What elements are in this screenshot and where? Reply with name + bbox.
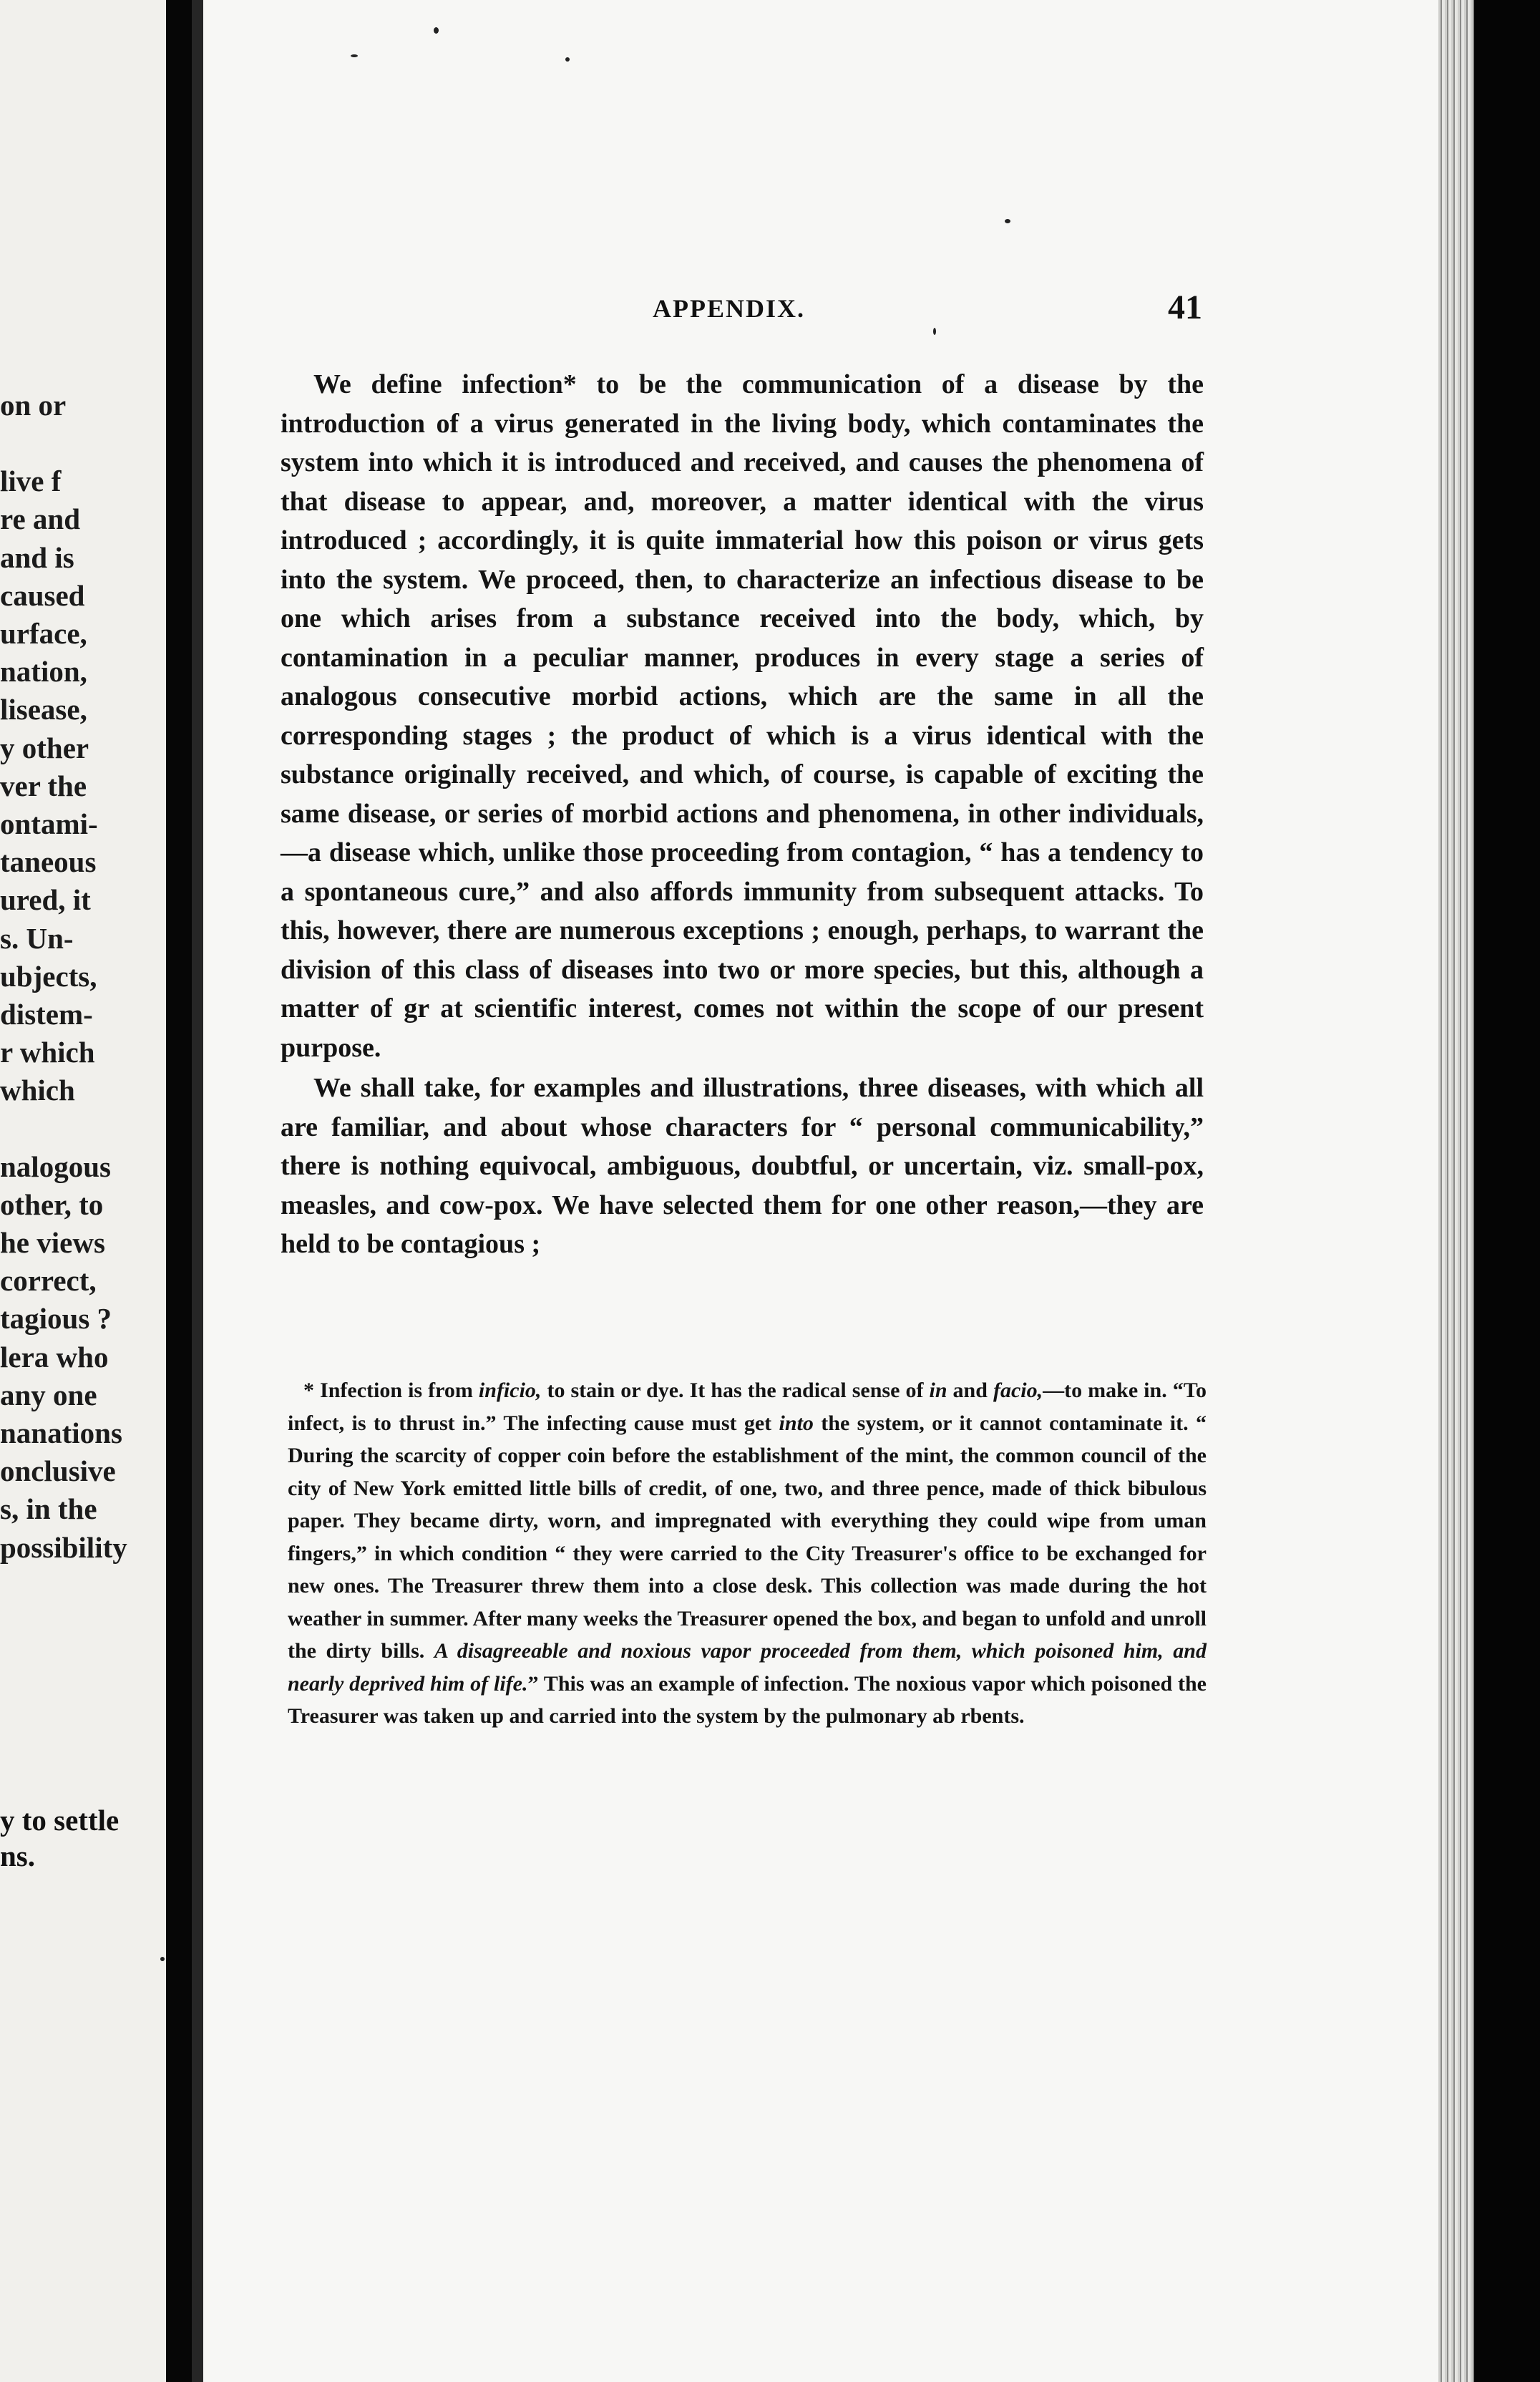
footnote-italic: in xyxy=(929,1379,947,1402)
facing-line: ver the xyxy=(0,769,87,802)
scan-border xyxy=(1474,0,1540,2382)
running-head: APPENDIX. xyxy=(653,294,805,323)
footnote-text: and xyxy=(947,1379,993,1402)
facing-line: y to settle xyxy=(0,1804,120,1837)
facing-line: nation, xyxy=(0,655,87,689)
body-text xyxy=(281,365,1204,1264)
facing-page-left xyxy=(0,0,166,2382)
paragraph-examples: We shall take, for examples and illustrations, three diseases, with which all are familiar, and about whose characters for “ personal communicability,” there is nothing equivocal, ambiguous, doubtful, or uncertain, viz. small-pox, measles, and cow-pox. We have selected them for one other reason,—they are held to be contagious ; xyxy=(281,1073,1204,1259)
facing-line: nalogous xyxy=(0,1149,111,1183)
facing-line: taneous xyxy=(0,845,97,879)
facing-line: onclusive xyxy=(0,1454,116,1488)
ink-speck xyxy=(1005,219,1010,223)
facing-line: nanations xyxy=(0,1416,122,1450)
footnote xyxy=(288,1374,1207,1733)
facing-line: possibility xyxy=(0,1530,127,1564)
footnote-paragraph xyxy=(288,1374,1207,1733)
paragraph-infection-definition: We define infection* to be the communication of a disease by the introduction of a virus generated in the living body, which contaminates the system into which it is introduced and received, and causes the phenomena of that disease to appear, and, moreover, a matter identical with the virus introduced ; accordingly, it is quite immaterial how this poison or virus gets into the system. We proceed, then, to characterize an infectious disease to be one which arises from a substance received into the body, which, by contamination in a peculiar manner, produces in every stage a series of analogous consecutive morbid actions, which are the same in all the corresponding stages ; the product of which is a virus identical with the substance originally received, and which, of course, is capable of exciting the same disease, or series of morbid actions and phenomena, in other individuals,—a disease which, unlike those proceeding from contagion, “ has a tendency to a spontaneous cure,” and also affords immunity from subsequent attacks. To this, however, there are numerous exceptions ; enough, perhaps, to warrant the division of this class of diseases into two or more species, but this, although a matter of gr at scientific interest, comes not within the scope of our present purpose. xyxy=(281,369,1204,1063)
footnote-italic: facio, xyxy=(993,1379,1043,1402)
ink-speck xyxy=(434,27,439,34)
footnote-text: the system, or it cannot contaminate it. “ During the scarcity of copper coin before the establishment of the mint, the common council of the city of New York emitted little bills of credit, of one, two, and three pence, made of thick bibulous paper. They became dirty, worn, and impregnated with everything they could wipe from uman fingers,” in which condition “ they were carried to the City Treasurer's office to be exchanged for new ones. The Treasurer threw them into a close desk. This collection was made during the hot weather in summer. After many weeks the Treasurer opened the box, and began to unfold and unroll the dirty bills. xyxy=(288,1411,1207,1663)
facing-line: distem- xyxy=(0,998,93,1031)
facing-line: lisease, xyxy=(0,693,87,726)
facing-line: re and xyxy=(0,502,81,536)
page-fold-shadow xyxy=(192,0,203,2382)
footnote-text: —to make in. “To infect, is to thrust in.” The infecting cause must get xyxy=(288,1379,1207,1435)
footnote-italic: inficio, xyxy=(478,1379,542,1402)
facing-page-bottom-text xyxy=(0,1802,166,1874)
facing-line: y other xyxy=(0,731,89,764)
facing-page-text xyxy=(0,387,166,1567)
facing-line: urface, xyxy=(0,617,87,651)
facing-line: any one xyxy=(0,1378,97,1411)
footnote-text: * Infection is from xyxy=(303,1379,479,1402)
ink-speck xyxy=(565,57,570,62)
facing-line: ns. xyxy=(0,1839,36,1872)
facing-line: caused xyxy=(0,578,85,612)
facing-line: on or xyxy=(0,389,67,422)
facing-line: live f xyxy=(0,465,62,498)
facing-line: r which xyxy=(0,1036,95,1069)
facing-line: ured, it xyxy=(0,883,91,917)
facing-line: correct, xyxy=(0,1264,97,1298)
facing-line-gap xyxy=(0,1110,166,1148)
book-gutter xyxy=(166,0,192,2382)
footnote-italic-quote: A disagreeable and noxious vapor proceeded from them, which poisoned him, and nearly deprived him of life. xyxy=(288,1639,1207,1696)
facing-line: and is xyxy=(0,540,74,574)
ink-speck xyxy=(351,54,358,57)
facing-line: other, to xyxy=(0,1187,104,1221)
page-edges xyxy=(1438,0,1474,2382)
footnote-italic: into xyxy=(779,1411,814,1435)
facing-line-gap xyxy=(0,424,166,462)
footnote-text: ” This was an example of infection. The noxious vapor which poisoned the Treasurer was taken up and carried into the system by the pulmonary ab rbents. xyxy=(288,1671,1207,1728)
ink-speck xyxy=(160,1957,165,1961)
facing-line: s, in the xyxy=(0,1492,97,1526)
facing-line: he views xyxy=(0,1226,105,1260)
facing-line: ubjects, xyxy=(0,959,97,993)
footnote-text: to stain or dye. It has the radical sense of xyxy=(541,1379,930,1402)
facing-line: tagious ? xyxy=(0,1302,112,1336)
facing-line: s. Un- xyxy=(0,921,74,955)
facing-line: lera who xyxy=(0,1340,109,1374)
page-number: 41 xyxy=(1168,288,1202,326)
page-header xyxy=(272,288,1202,336)
facing-line: which xyxy=(0,1074,75,1107)
facing-line: ontami- xyxy=(0,807,98,841)
